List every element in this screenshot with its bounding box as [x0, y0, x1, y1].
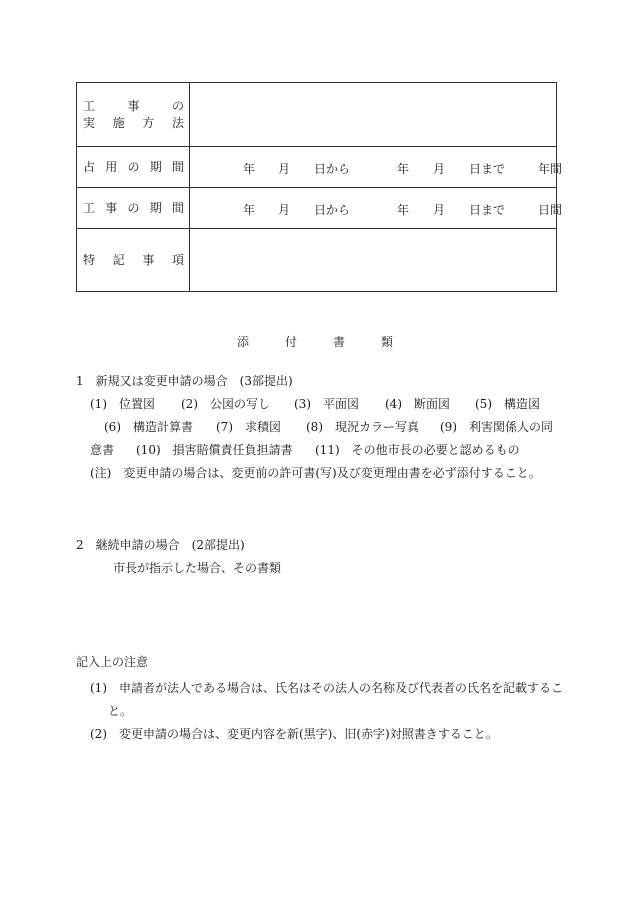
- attachment-item: (11) その他市長の必要と認めるもの: [315, 443, 520, 457]
- label-line: [83, 252, 184, 269]
- notes-item-1-continued: と。: [108, 704, 133, 718]
- attachments-heading: [0, 333, 630, 349]
- attachment-item: (10) 損害賠償責任負担請書: [136, 443, 293, 457]
- field-construction-period[interactable]: [190, 188, 563, 229]
- attachment-item: (3) 平面図: [294, 397, 359, 411]
- notes-title: 記入上の注意: [76, 655, 149, 669]
- label-char: 工: [83, 200, 96, 215]
- label-char: 間: [171, 200, 184, 215]
- label-construction-method: [77, 83, 190, 147]
- label-char: 期: [149, 200, 162, 215]
- notes-item-1: (1) 申請者が法人である場合は、氏名はその法人の名称及び代表者の氏名を記載するこ: [90, 681, 564, 695]
- label-char: の: [127, 159, 140, 174]
- attachment-item: (1) 位置図: [90, 397, 155, 411]
- period-line: [190, 147, 563, 187]
- label-char: 方: [142, 115, 155, 130]
- label-char: 実: [83, 115, 96, 130]
- label-char: 法: [171, 115, 184, 130]
- label-char: 用: [105, 159, 118, 174]
- start-day-label: 日から: [314, 203, 351, 217]
- start-day-label: 日から: [314, 162, 351, 176]
- label-char: 事: [127, 98, 140, 113]
- row-construction-period: [77, 188, 557, 229]
- attachment-item: (2) 公図の写し: [181, 397, 270, 411]
- section2-title: 2 継続申請の場合 (2部提出): [76, 538, 245, 552]
- label-char: 占: [83, 159, 96, 174]
- label-char: 特: [83, 252, 96, 267]
- attachment-item: 意書: [90, 443, 115, 457]
- label-char: 事: [105, 200, 118, 215]
- field-special-notes[interactable]: [190, 229, 557, 292]
- label-char: 工: [83, 98, 96, 113]
- label-line: [83, 159, 184, 176]
- end-day-label: 日まで: [469, 162, 506, 176]
- row-construction-method: [77, 83, 557, 147]
- section1-note: (注) 変更申請の場合は、変更前の許可書(写)及び変更理由書を必ず添付すること。: [90, 466, 541, 480]
- heading-char: 添: [237, 335, 250, 349]
- heading-char: 付: [285, 335, 298, 349]
- label-occupancy-period: [77, 147, 190, 188]
- period-line: [190, 188, 563, 228]
- label-char: 事: [142, 252, 155, 267]
- end-month-label: 月: [433, 203, 446, 217]
- label-char: 間: [171, 159, 184, 174]
- label-construction-period: [77, 188, 190, 229]
- application-form-table: [76, 82, 563, 292]
- end-year-label: 年: [397, 203, 410, 217]
- label-line: [83, 98, 184, 115]
- label-line: [83, 200, 184, 217]
- attachment-item: (9) 利害関係人の同: [440, 420, 553, 434]
- end-month-label: 月: [433, 162, 446, 176]
- start-month-label: 月: [278, 162, 291, 176]
- label-char: 項: [171, 252, 184, 267]
- section2-body: 市長が指示した場合、その書類: [113, 561, 282, 575]
- attachment-item: (5) 構造図: [475, 397, 540, 411]
- heading-char: 類: [381, 335, 394, 349]
- label-char: の: [127, 200, 140, 215]
- end-year-label: 年: [397, 162, 410, 176]
- section1-title: 1 新規又は変更申請の場合 (3部提出): [76, 374, 293, 388]
- field-construction-method[interactable]: [190, 83, 557, 147]
- label-line: [83, 115, 184, 132]
- end-day-label: 日まで: [469, 203, 506, 217]
- attachment-item: (8) 現況カラー写真: [306, 420, 419, 434]
- row-special-notes: [77, 229, 557, 292]
- label-special-notes: [77, 229, 190, 292]
- start-year-label: 年: [243, 162, 256, 176]
- row-occupancy-period: [77, 147, 557, 188]
- attachment-item: (7) 求積図: [216, 420, 281, 434]
- label-char: 期: [149, 159, 162, 174]
- duration-unit-label: 日間: [538, 203, 563, 217]
- label-char: 記: [112, 252, 125, 267]
- start-year-label: 年: [243, 203, 256, 217]
- label-char: の: [171, 98, 184, 113]
- attachment-item: (6) 構造計算書: [104, 420, 193, 434]
- duration-unit-label: 年間: [538, 162, 563, 176]
- notes-item-2: (2) 変更申請の場合は、変更内容を新(黒字)、旧(赤字)対照書きすること。: [90, 727, 498, 741]
- attachment-item: (4) 断面図: [385, 397, 450, 411]
- start-month-label: 月: [278, 203, 291, 217]
- heading-char: 書: [333, 335, 346, 349]
- label-char: 施: [112, 115, 125, 130]
- field-occupancy-period[interactable]: [190, 147, 563, 188]
